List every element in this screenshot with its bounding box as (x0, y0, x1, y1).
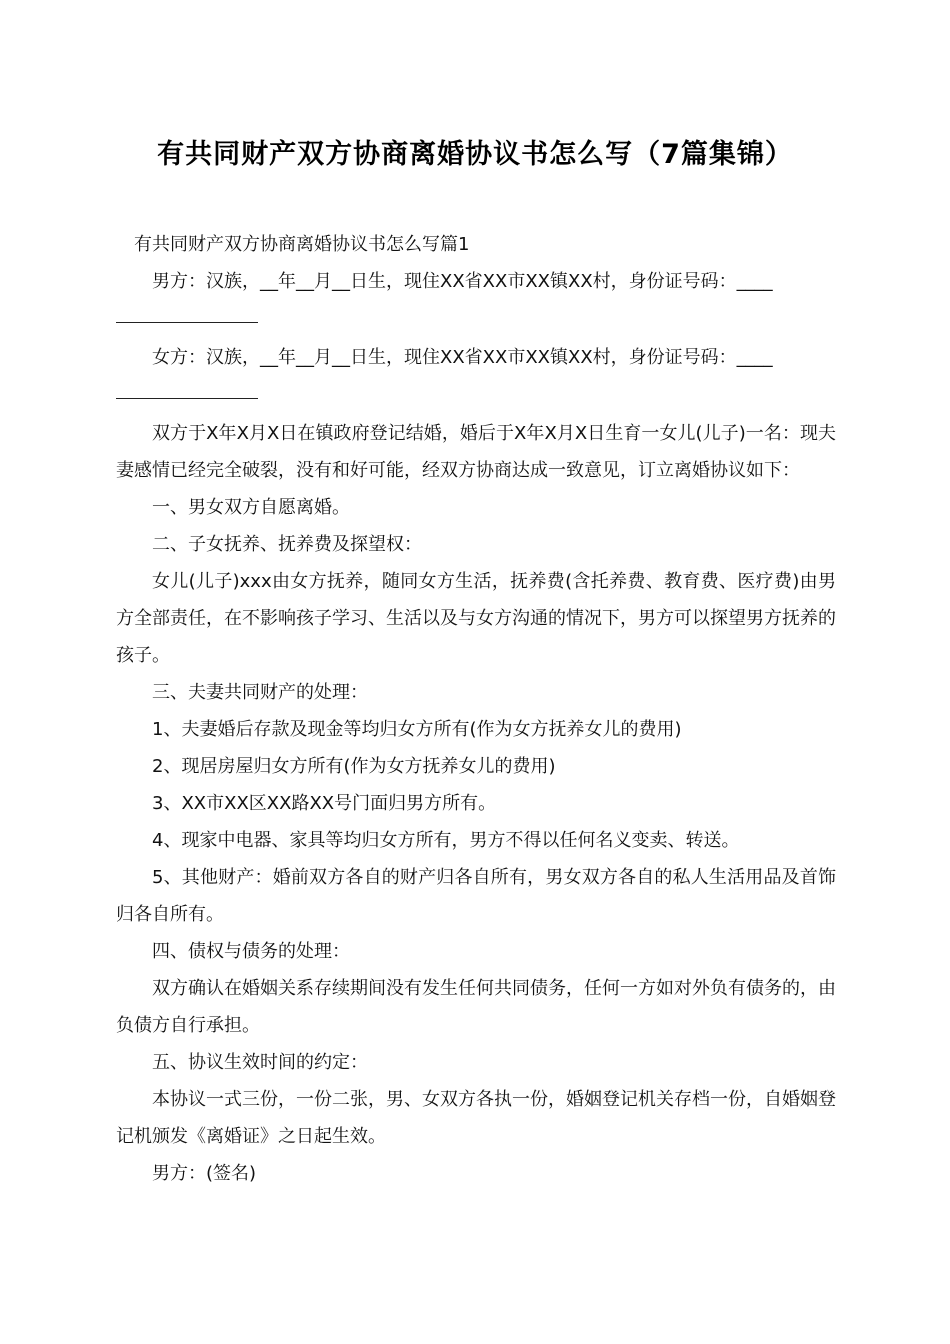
male-info-paragraph: 男方：汉族，__年__月__日生，现住XX省XX市XX镇XX村，身份证号码：____ (152, 271, 773, 292)
id-number-blank-female (116, 376, 836, 413)
clause-2-body: 女儿(儿子)xxx由女方抚养，随同女方生活，抚养费(含托养费、教育费、医疗费)由男方全部责任，在不影响孩子学习、生活以及与女方沟通的情况下，男方可以探望男方抚养的孩子。 (116, 571, 836, 666)
clause-4-heading: 四、债权与债务的处理： (152, 941, 350, 962)
female-info-paragraph: 女方：汉族，__年__月__日生，现住XX省XX市XX镇XX村，身份证号码：____ (152, 347, 773, 368)
clause-1: 一、男女双方自愿离婚。 (152, 497, 350, 518)
clause-3-heading: 三、夫妻共同财产的处理： (152, 682, 368, 703)
section-heading: 有共同财产双方协商离婚协议书怎么写篇1 (134, 234, 470, 255)
clause-3-item-2: 2、现居房屋归女方所有(作为女方抚养女儿的费用) (152, 756, 556, 777)
id-number-blank-male (116, 300, 836, 337)
document-body (116, 226, 836, 1192)
signature-male: 男方：(签名) (152, 1163, 257, 1184)
document-title: 有共同财产双方协商离婚协议书怎么写（7篇集锦） (157, 139, 793, 170)
clause-5-body: 本协议一式三份，一份二张，男、女双方各执一份，婚姻登记机关存档一份，自婚姻登记机颁发《离婚证》之日起生效。 (116, 1089, 836, 1147)
clause-5-heading: 五、协议生效时间的约定： (152, 1052, 368, 1073)
clause-4-body: 双方确认在婚姻关系存续期间没有发生任何共同债务，任何一方如对外负有债务的，由负债方自行承担。 (116, 978, 836, 1036)
clause-3-item-4: 4、现家中电器、家具等均归女方所有，男方不得以任何名义变卖、转送。 (152, 830, 740, 851)
clause-3-item-1: 1、夫妻婚后存款及现金等均归女方所有(作为女方抚养女儿的费用) (152, 719, 682, 740)
marriage-paragraph: 双方于X年X月X日在镇政府登记结婚，婚后于X年X月X日生育一女儿(儿子)一名：现夫妻感情已经完全破裂，没有和好可能，经双方协商达成一致意见，订立离婚协议如下： (116, 423, 836, 481)
clause-3-item-3: 3、XX市XX区XX路XX号门面归男方所有。 (152, 793, 497, 814)
clause-3-item-5: 5、其他财产：婚前双方各自的财产归各自所有，男女双方各自的私人生活用品及首饰归各自所有。 (116, 867, 836, 925)
clause-2-heading: 二、子女抚养、抚养费及探望权： (152, 534, 422, 555)
